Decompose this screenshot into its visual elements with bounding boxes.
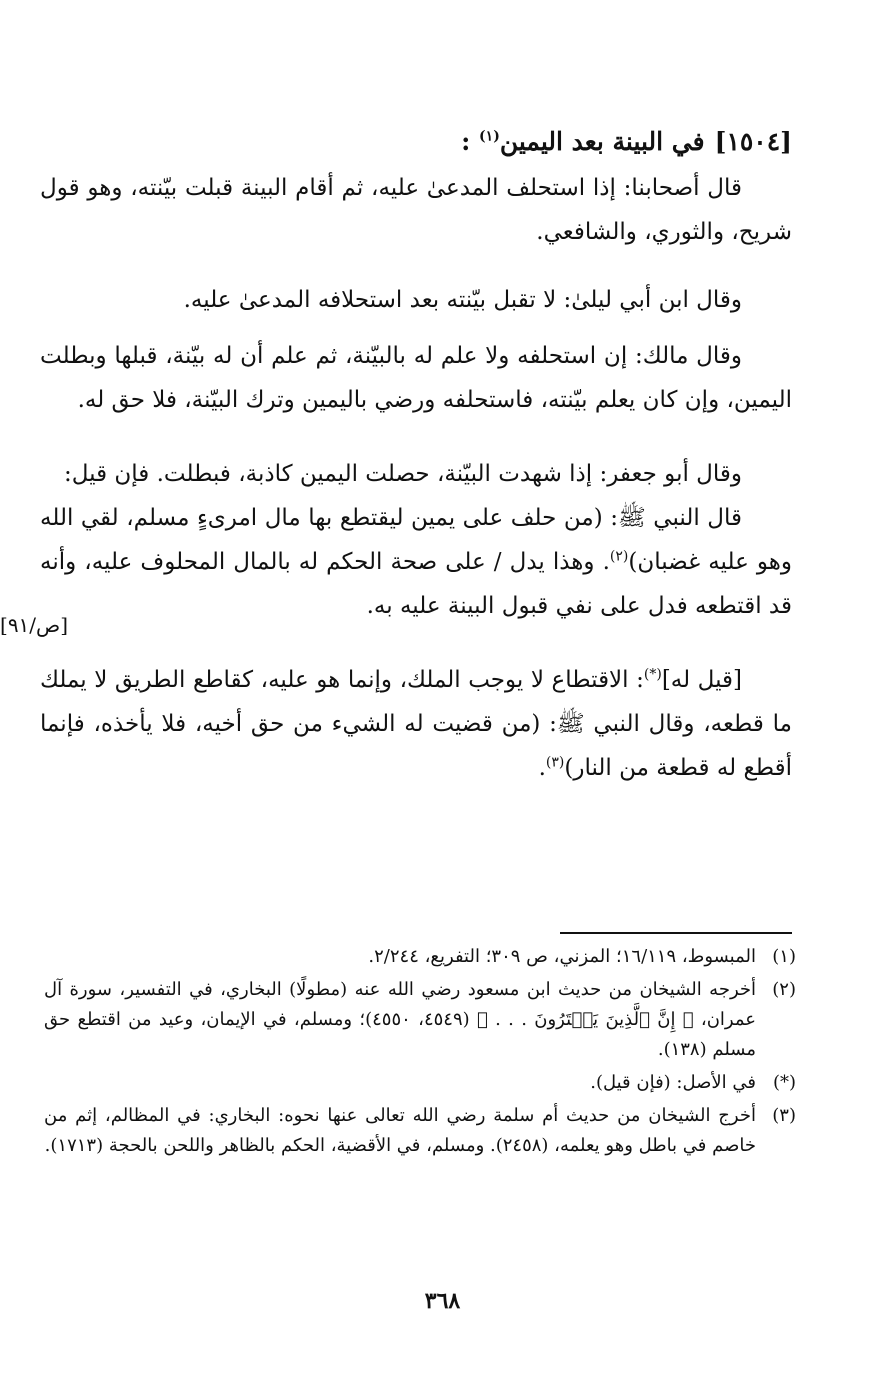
paragraph-reply [40,658,792,790]
footnote-mark: (*) [772,1072,796,1093]
footnote-item [44,942,796,972]
margin-page-marker: [ص/٩١] [0,613,69,637]
section-heading [40,118,792,166]
footnotes [44,942,796,1164]
footnote-item [44,1068,796,1098]
footnote-mark: (٢) [772,979,796,1000]
footnote-item [44,1101,796,1161]
reply-text: : الاقتطاع لا يوجب الملك، وإنما هو عليه، كقاطع الطريق لا يملك ما قطعه، وقال النبي ﷺ: (من قضيت له الشيء من حق أخيه، فلا يأخذه، فإنما أقطع له قطعة من النار) [40,667,792,781]
hadith-text: قال النبي ﷺ: (من حلف على يمين ليقتطع بها مال امرىءٍ مسلم، لقي الله وهو عليه غضبان) [40,505,792,575]
paragraph-ibn-abi-layla: وقال ابن أبي ليلىٰ: لا تقبل بيّنته بعد استحلافه المدعىٰ عليه. [183,287,742,313]
main-text [40,118,792,790]
section-number: [١٥٠٤] [714,127,792,156]
footnote-ref-1[interactable]: (١) [479,128,500,145]
page-number: ٣٦٨ [424,1288,461,1314]
footnote-ref-2[interactable]: (٢) [609,548,629,565]
paragraph-companions: قال أصحابنا: إذا استحلف المدعىٰ عليه، ثم أقام البينة قبلت بيّنته، وهو قول شريح، والثوري، والشافعي. [40,175,792,245]
footnote-text: في الأصل: (فإن قيل). [590,1072,756,1093]
footnote-ref-3[interactable]: (٣) [545,754,565,771]
footnote-text: أخرج الشيخان من حديث أم سلمة رضي الله تعالى عنها نحوه: البخاري: في المظالم، إثم من خاصم في باطل وهو يعلمه، (٢٤٥٨). ومسلم، في الأقضية، الحكم بالظاهر واللحن بالحجة (١٧١٣). [44,1105,756,1156]
footnote-text: المبسوط، ١٦/١١٩؛ المزني، ص ٣٠٩؛ التفريع، ٢/٢٤٤. [368,946,756,967]
footnote-text: أخرجه الشيخان من حديث ابن مسعود رضي الله عنه (مطولًا) البخاري، في التفسير، سورة آل عمران، ﴿ إِنَّ ٱلَّذِينَ يَشۡتَرُونَ . . . ﴾ (٤٥٤٩، ٤٥٥٠)؛ ومسلم، في الإيمان، وعيد من اقتطع حق مسلم (١٣٨). [44,979,757,1060]
section-title: في البينة بعد اليمين [499,127,705,156]
footnote-mark: (١) [772,946,796,967]
heading-colon: : [461,127,480,156]
footnote-mark: (٣) [772,1105,796,1126]
paragraph-abu-jafar: وقال أبو جعفر: إذا شهدت البيّنة، حصلت اليمين كاذبة، فبطلت. فإن قيل: [63,461,742,487]
footnote-separator [560,932,792,934]
footnote-item [44,975,796,1065]
paragraph-malik: وقال مالك: إن استحلفه ولا علم له بالبيّنة، ثم علم أن له بيّنة، قبلها وبطلت اليمين، وإن كان يعلم بيّنته، فاستحلفه ورضي باليمين وترك البيّنة، فلا حق له. [40,343,792,413]
paragraph-hadith [40,496,792,628]
hadith-commentary: . وهذا يدل / على صحة الحكم له بالمال المحلوف عليه، وأنه قد اقتطعه فدل على نفي قبول البينة عليه به. [40,549,792,619]
reply-end: . [538,755,546,781]
footnote-ref-star[interactable]: (*) [643,666,662,683]
reply-opening: [قيل له] [661,667,742,693]
